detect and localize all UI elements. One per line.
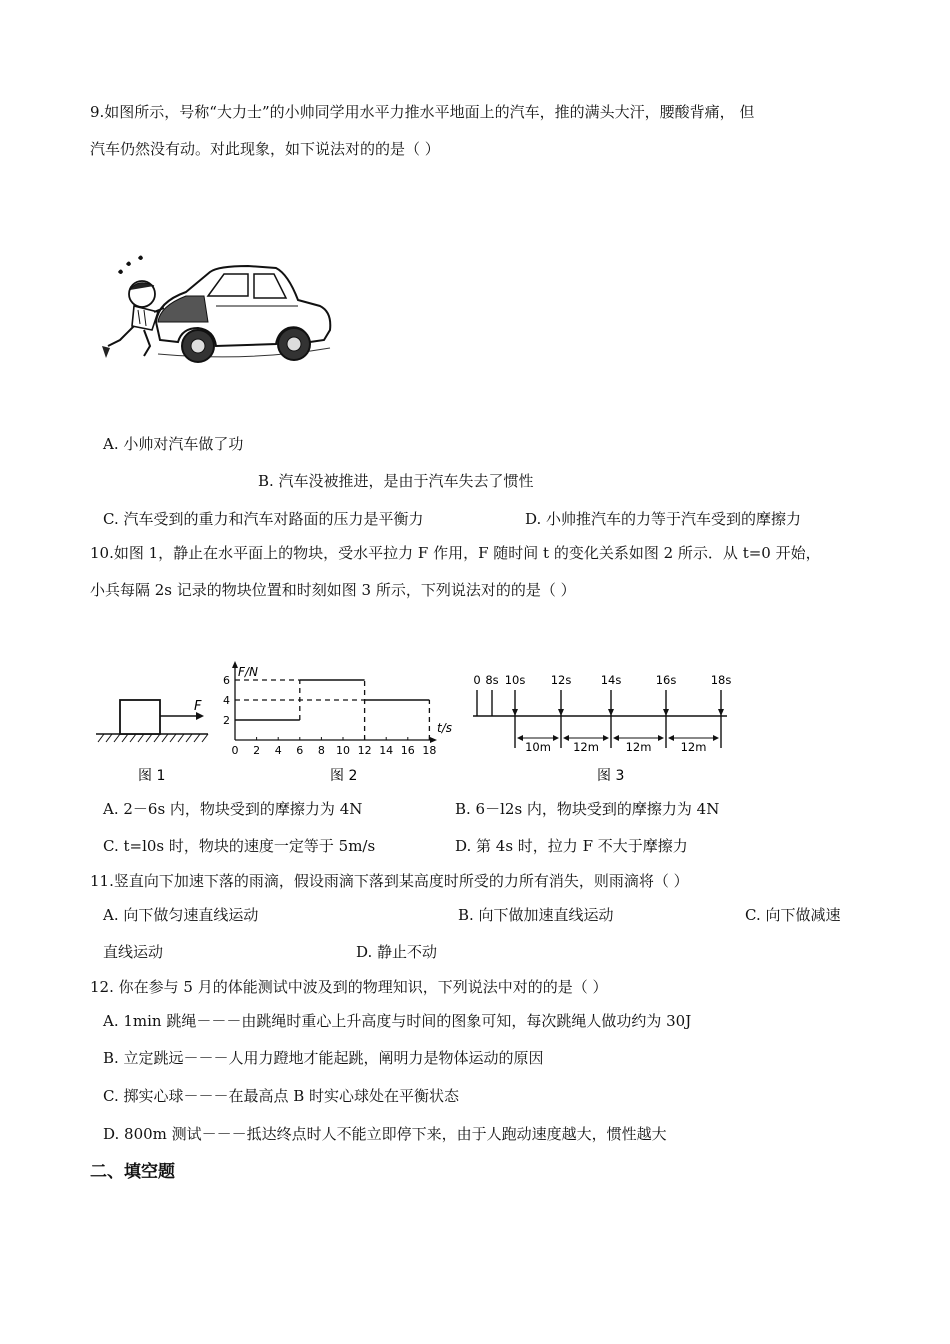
force-label: F: [194, 699, 202, 714]
q11-option-c-continued[interactable]: 直线运动: [103, 943, 164, 961]
x-tick-label: 12: [357, 744, 372, 757]
q10-option-b[interactable]: B. 6－l2s 内，物块受到的摩擦力为 4N: [455, 800, 720, 818]
q12-option-d[interactable]: D. 800m 测试－－－抵达终点时人不能立即停下来，由于人跑动速度越大，惯性越大: [103, 1125, 667, 1143]
time-label: 0: [473, 673, 481, 687]
y-tick-label: 6: [223, 674, 230, 687]
figure-3-caption: 图 3: [597, 768, 625, 784]
q9-option-d[interactable]: D. 小帅推汽车的力等于汽车受到的摩擦力: [525, 510, 802, 528]
time-label: 10s: [504, 673, 526, 687]
distance-arrowhead: [603, 735, 609, 741]
q12-option-b[interactable]: B. 立定跳远－－－人用力蹬地才能起跳，阐明力是物体运动的原因: [103, 1049, 544, 1067]
x-axis-arrow: [430, 737, 437, 743]
y-tick-label: 2: [223, 714, 230, 727]
q10-option-d[interactable]: D. 第 4s 时，拉力 F 不大于摩擦力: [455, 837, 688, 855]
q9-stem-line1: 9.如图所示，号称“大力士”的小帅同学用水平力推水平地面上的汽车，推的满头大汗，腰酸背痛， 但: [90, 103, 755, 121]
time-label: 8s: [485, 673, 499, 687]
time-label: 14s: [600, 673, 622, 687]
q9-option-b[interactable]: B. 汽车没被推进，是由于汽车失去了惯性: [258, 472, 534, 490]
x-tick-label: 18: [422, 744, 437, 757]
q11-stem: 11.竖直向下加速下落的雨滴，假设雨滴下落到某高度时所受的力所有消失，则雨滴将（ ）: [90, 872, 689, 890]
q9-option-a[interactable]: A. 小帅对汽车做了功: [103, 435, 244, 453]
distance-label: 12m: [573, 740, 599, 754]
q12-option-c[interactable]: C. 掷实心球－－－在最高点 B 时实心球处在平衡状态: [103, 1087, 460, 1105]
x-tick-label: 10: [336, 744, 350, 757]
q12-option-a[interactable]: A. 1min 跳绳－－－由跳绳时重心上升高度与时间的图象可知，每次跳绳人做功约为 30J: [103, 1012, 692, 1030]
q9-stem-line2: 汽车仍然没有动。对此现象，如下说法对的的是（ ）: [90, 140, 440, 158]
time-marker-arrowhead: [512, 709, 518, 716]
timeline-area: [473, 673, 731, 754]
figure-3-position-timeline: [465, 660, 740, 785]
time-marker-arrowhead: [718, 709, 724, 716]
q11-option-b[interactable]: B. 向下做加速直线运动: [458, 906, 614, 924]
distance-arrowhead: [563, 735, 569, 741]
time-marker-arrowhead: [663, 709, 669, 716]
q9-option-c[interactable]: C. 汽车受到的重力和汽车对路面的压力是平衡力: [103, 510, 424, 528]
distance-arrowhead: [553, 735, 559, 741]
distance-arrowhead: [658, 735, 664, 741]
distance-label: 12m: [680, 740, 707, 754]
q11-option-d[interactable]: D. 静止不动: [356, 943, 438, 961]
x-tick-label: 2: [253, 744, 261, 757]
time-label: 18s: [710, 673, 732, 687]
q10-option-c[interactable]: C. t=l0s 时，物块的速度一定等于 5m/s: [103, 837, 376, 855]
q11-option-a[interactable]: A. 向下做匀速直线运动: [103, 906, 259, 924]
figure-2-caption: 图 2: [330, 768, 358, 784]
q10-option-a[interactable]: A. 2－6s 内，物块受到的摩擦力为 4N: [103, 800, 363, 818]
y-tick-label: 4: [223, 694, 230, 707]
distance-arrowhead: [668, 735, 674, 741]
y-axis-label: F/N: [238, 665, 258, 679]
distance-arrowhead: [713, 735, 719, 741]
q10-stem-line1: 10.如图 1，静止在水平面上的物块，受水平拉力 F 作用，F 随时间 t 的变化关系如图 2 所示．从 t=0 开始，: [90, 544, 821, 562]
time-label: 12s: [550, 673, 572, 687]
figure-1-caption: 图 1: [138, 768, 166, 784]
x-axis-label: t/s: [437, 721, 452, 735]
distance-label: 10m: [525, 740, 551, 754]
x-tick-label: 8: [317, 744, 325, 757]
x-tick-label: 14: [379, 744, 394, 757]
boy-pushing-car-illustration: [98, 250, 338, 380]
x-tick-label: 4: [274, 744, 282, 757]
x-tick-label: 0: [231, 744, 239, 757]
time-marker-arrowhead: [558, 709, 564, 716]
distance-arrowhead: [517, 735, 523, 741]
x-tick-label: 16: [400, 744, 415, 757]
time-marker-arrowhead: [608, 709, 614, 716]
distance-arrowhead: [613, 735, 619, 741]
x-tick-label: 6: [296, 744, 304, 757]
figure-2-force-time-graph: [220, 660, 460, 785]
distance-label: 12m: [625, 740, 652, 754]
q10-stem-line2: 小兵每隔 2s 记录的物块位置和时刻如图 3 所示，下列说法对的的是（ ）: [90, 581, 576, 599]
q12-stem: 12. 你在参与 5 月的体能测试中波及到的物理知识，下列说法中对的的是（ ）: [90, 978, 608, 996]
figure-1-block: [92, 660, 217, 785]
section-heading: 二、填空题: [90, 1162, 175, 1182]
q11-option-c[interactable]: C. 向下做减速: [745, 906, 841, 924]
time-label: 16s: [655, 673, 677, 687]
